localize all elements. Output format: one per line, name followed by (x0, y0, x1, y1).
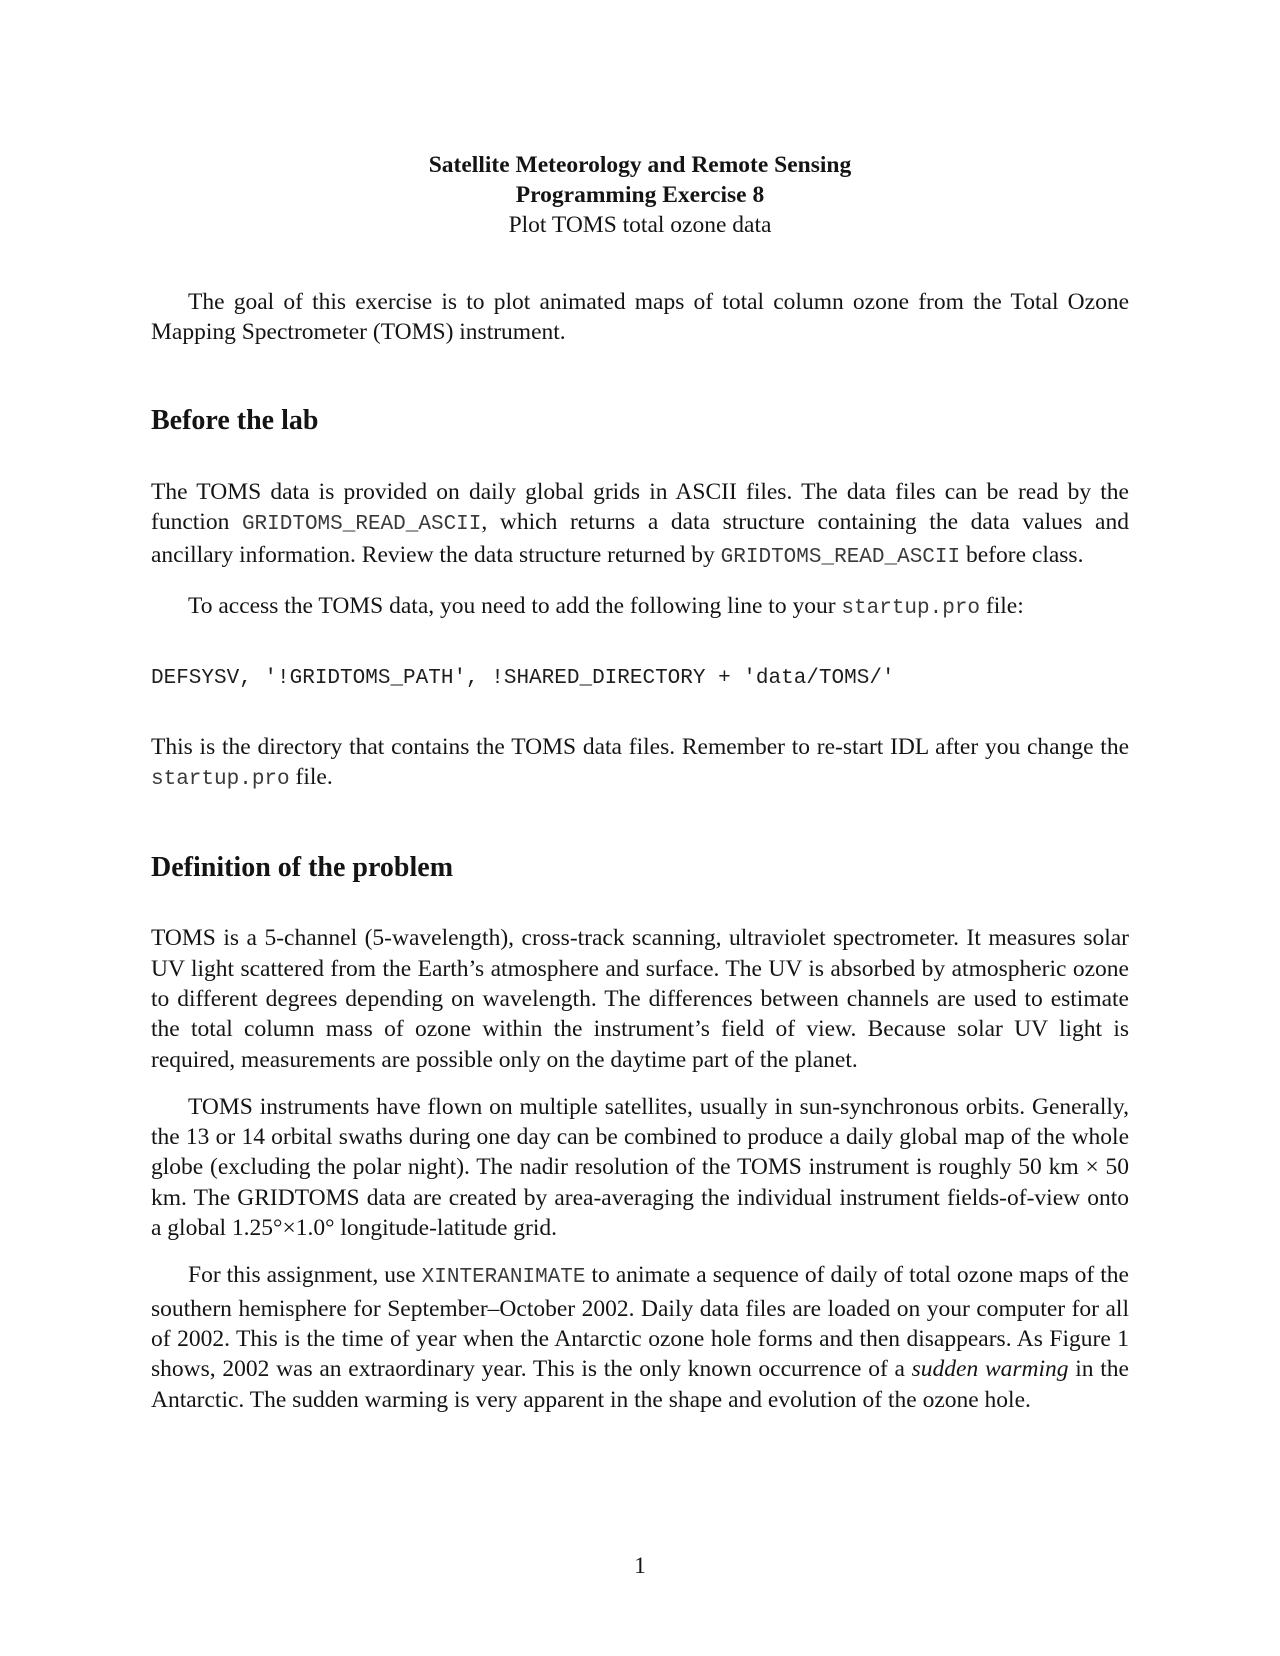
page-content (151, 150, 1129, 1415)
filename-code: startup.pro (151, 768, 290, 792)
function-name-code: GRIDTOMS_READ_ASCII (241, 512, 482, 536)
emphasis-sudden-warming: sudden warming (911, 1356, 1069, 1383)
course-title: Satellite Meteorology and Remote Sensing (428, 152, 852, 178)
section-heading-definition: Definition of the problem (151, 852, 454, 884)
before-lab-paragraph-2 (151, 591, 1129, 624)
section-heading-before-lab: Before the lab (151, 404, 319, 436)
function-name-code: GRIDTOMS_READ_ASCII (720, 546, 961, 570)
text-run: , which returns a data structure containing the data values and ancillary information. Review the data structure returned by (151, 508, 1129, 569)
procedure-name-code: XINTERANIMATE (421, 1266, 586, 1290)
text-run: to animate a sequence of daily of total ozone maps of the southern hemisphere for September–October 2002. Daily data files are loaded on your computer for all of 2002. This is the time of year when the Antarctic ozone hole forms and then disappears. As Figure 1 shows, 2002 was an extraordinary year. This is the only known occurrence of a (151, 1262, 1129, 1383)
intro-paragraph: The goal of this exercise is to plot animated maps of total column ozone from the Total Ozone Mapping Spectrometer (TOMS) instrument. (151, 289, 1129, 346)
exercise-title: Programming Exercise 8 (515, 182, 765, 208)
definition-paragraph-1: TOMS is a 5-channel (5-wavelength), cross-track scanning, ultraviolet spectrometer. It measures solar UV light scattered from the Earth’s atmosphere and surface. The UV is absorbed by atmospheric ozone to different degrees depending on wavelength. The differences between channels are used to estimate the total column mass of ozone within the instrument’s field of view. Because solar UV light is required, measurements are possible only on the daytime part of the planet. (151, 925, 1129, 1073)
code-line-defsysv: DEFSYSV, '!GRIDTOMS_PATH', !SHARED_DIRECTORY + 'data/TOMS/' (151, 666, 895, 690)
text-run: file. (289, 764, 333, 791)
before-lab-paragraph-3 (151, 732, 1129, 796)
text-run: This is the directory that contains the TOMS data files. Remember to re-start IDL after you change the (151, 733, 1129, 760)
text-run: To access the TOMS data, you need to add the following line to your (188, 593, 842, 620)
filename-code: startup.pro (841, 597, 981, 621)
before-lab-paragraph-1 (151, 477, 1129, 574)
exercise-subtitle: Plot TOMS total ozone data (508, 212, 772, 238)
text-run: in the Antarctic. The sudden warming is very apparent in the shape and evolution of the ozone hole. (151, 1356, 1129, 1413)
definition-paragraph-2: TOMS instruments have flown on multiple satellites, usually in sun-synchronous orbits. Generally, the 13 or 14 orbital swaths during one day can be combined to produce a daily global map of the whole globe (excluding the polar night). The nadir resolution of the TOMS instrument is roughly 50 km × 50 km. The GRIDTOMS data are created by area-averaging the individual instrument fields-of-view onto a global 1.25°×1.0° longitude-latitude grid. (151, 1093, 1129, 1242)
definition-paragraph-3 (151, 1260, 1129, 1414)
page-number: 1 (634, 1553, 646, 1579)
text-run: file: (980, 593, 1024, 620)
text-run: For this assignment, use (188, 1262, 422, 1289)
text-run: The TOMS data is provided on daily global grids in ASCII files. The data files can be read by the function (151, 478, 1129, 535)
document-header (151, 150, 1129, 240)
text-run: before class. (960, 542, 1084, 569)
